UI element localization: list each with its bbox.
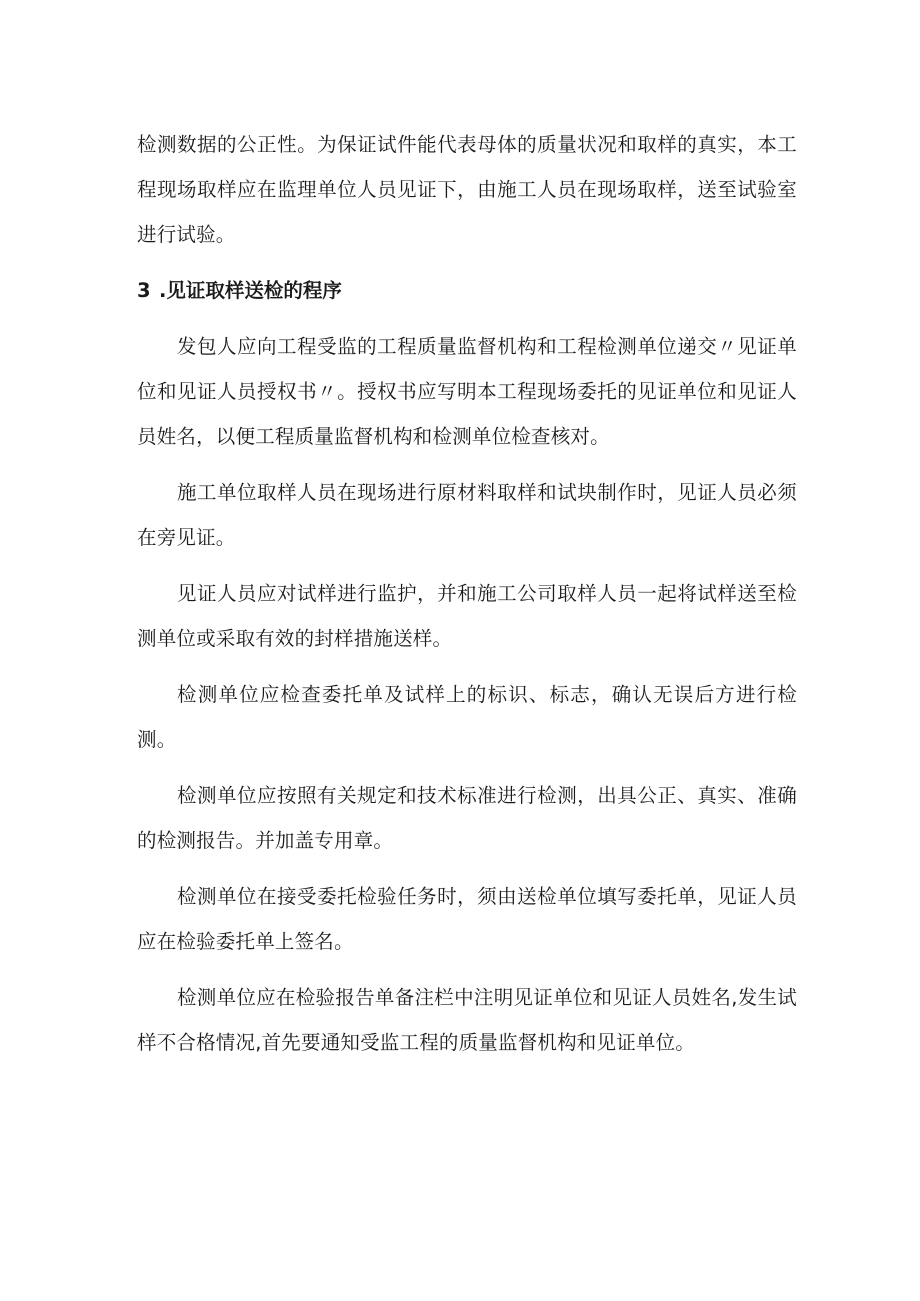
paragraph-witness-supervision: 见证人员应对试样进行监护，并和施工公司取样人员一起将试样送至检测单位或采取有效的封样措施送样。 <box>137 582 797 650</box>
paragraph-commission-form: 检测单位在接受委托检验任务时，须由送检单位填写委托单，见证人员应在检验委托单上签名。 <box>137 885 797 953</box>
paragraph-witness-onsite: 施工单位取样人员在现场进行原材料取样和试块制作时，见证人员必须在旁见证。 <box>137 481 797 549</box>
section-title: .见证取样送检的程序 <box>159 279 342 302</box>
document-body <box>137 122 797 1065</box>
paragraph-report-remarks: 检测单位应在检验报告单备注栏中注明见证单位和见证人员姓名,发生试样不合格情况,首先要通知受监工程的质量监督机构和见证单位。 <box>137 986 797 1054</box>
paragraph-test-report: 检测单位应按照有关规定和技术标准进行检测，出具公正、真实、准确的检测报告。并加盖专用章。 <box>137 784 797 852</box>
section-number: 3 <box>137 279 151 302</box>
paragraph-check-labels: 检测单位应检查委托单及试样上的标识、标志，确认无误后方进行检测。 <box>137 683 797 751</box>
section-heading <box>137 268 797 313</box>
continuation-paragraph: 检测数据的公正性。为保证试件能代表母体的质量状况和取样的真实，本工程现场取样应在监理单位人员见证下，由施工人员在现场取样，送至试验室进行试验。 <box>137 133 797 246</box>
paragraph-authorization: 发包人应向工程受监的工程质量监督机构和工程检测单位递交〃见证单位和见证人员授权书〃。授权书应写明本工程现场委托的见证单位和见证人员姓名，以便工程质量监督机构和检测单位检查核对。 <box>137 335 797 448</box>
